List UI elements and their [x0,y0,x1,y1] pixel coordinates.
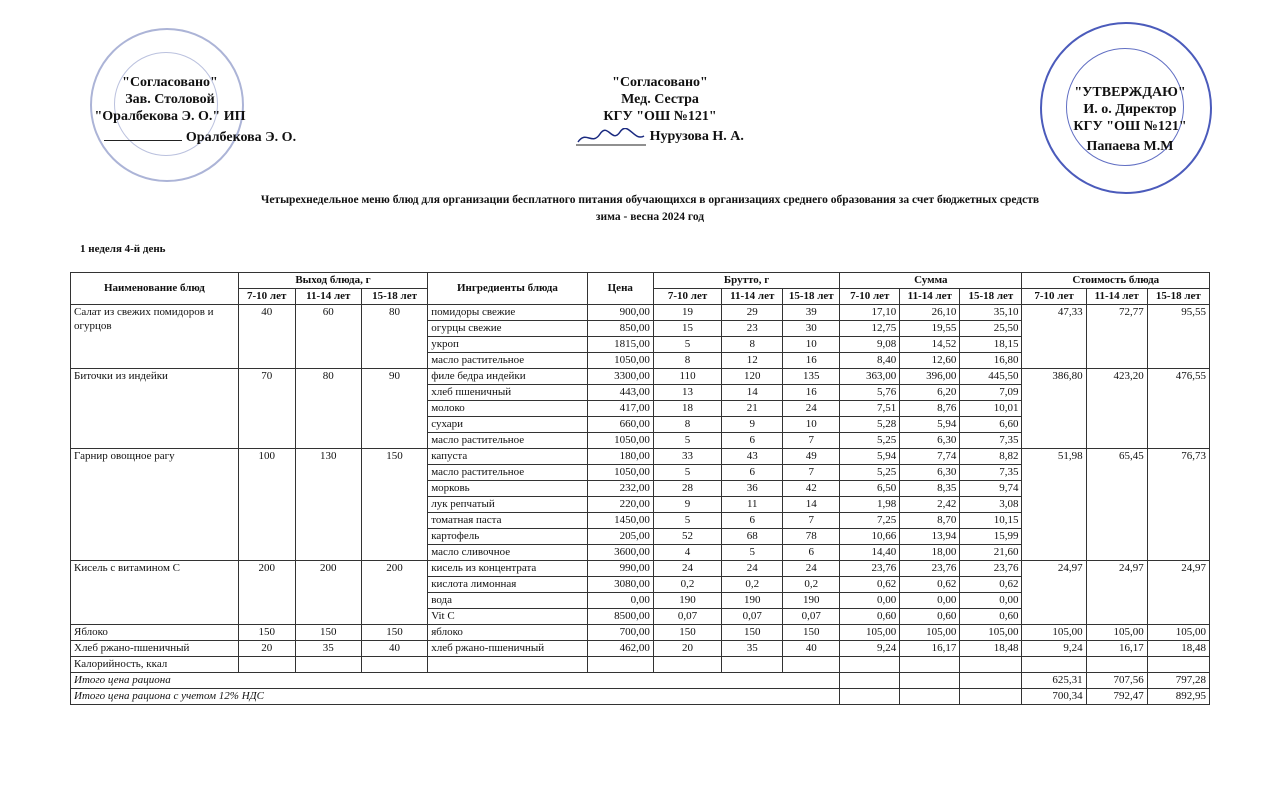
output-value: 70 [238,369,295,449]
approval-left-signer: Оралбекова Э. О. [185,130,297,145]
header-age: 15-18 лет [1147,289,1209,305]
total-row [71,673,1210,689]
sum-value: 5,28 [840,417,900,433]
dish-name: Яблоко [71,625,239,641]
signature-scribble [576,128,646,146]
sum-value: 105,00 [960,625,1022,641]
output-value: 60 [295,305,361,369]
brutto-value: 33 [653,449,721,465]
brutto-value: 0,2 [722,577,783,593]
sum-value: 16,17 [900,641,960,657]
table-row [71,369,1210,385]
header-output: Выход блюда, г [238,273,427,289]
header-age: 15-18 лет [361,289,427,305]
calories-row [71,657,1210,673]
output-value: 130 [295,449,361,561]
table-row [71,625,1210,641]
approval-center [560,74,760,146]
sum-value: 105,00 [900,625,960,641]
brutto-value: 14 [722,385,783,401]
ingredient-price: 3600,00 [587,545,653,561]
sum-value: 0,00 [840,593,900,609]
empty-cell [960,657,1022,673]
dish-cost: 95,55 [1147,305,1209,369]
brutto-value: 23 [722,321,783,337]
sum-value: 5,94 [900,417,960,433]
ingredient-price: 0,00 [587,593,653,609]
empty-cell [960,689,1022,705]
brutto-value: 7 [783,513,840,529]
ingredient-name: помидоры свежие [428,305,587,321]
ingredient-name: картофель [428,529,587,545]
sum-value: 6,30 [900,465,960,481]
ingredient-name: хлеб ржано-пшеничный [428,641,587,657]
approval-left-line1: "Согласовано" [122,75,218,90]
ingredient-name: огурцы свежие [428,321,587,337]
output-value: 200 [295,561,361,625]
empty-cell [900,689,960,705]
sum-value: 0,00 [960,593,1022,609]
brutto-value: 9 [722,417,783,433]
brutto-value: 0,2 [783,577,840,593]
brutto-value: 21 [722,401,783,417]
dish-name: Гарнир овощное рагу [71,449,239,561]
dish-cost: 16,17 [1086,641,1147,657]
sum-value: 0,00 [900,593,960,609]
sum-value: 16,80 [960,353,1022,369]
ingredient-price: 700,00 [587,625,653,641]
ingredient-name: филе бедра индейки [428,369,587,385]
brutto-value: 29 [722,305,783,321]
sum-value: 396,00 [900,369,960,385]
sum-value: 18,48 [960,641,1022,657]
brutto-value: 14 [783,497,840,513]
sum-value: 0,62 [840,577,900,593]
output-value: 80 [295,369,361,449]
empty-cell [1147,657,1209,673]
table-row [71,641,1210,657]
sum-value: 9,24 [840,641,900,657]
approval-left-line3: "Оралбекова Э. О." ИП [94,109,246,124]
ingredient-name: томатная паста [428,513,587,529]
approval-center-line2: Мед. Сестра [621,92,699,107]
ingredient-name: яблоко [428,625,587,641]
ingredient-price: 3080,00 [587,577,653,593]
sum-value: 21,60 [960,545,1022,561]
output-value: 150 [295,625,361,641]
sum-value: 5,94 [840,449,900,465]
ingredient-price: 220,00 [587,497,653,513]
dish-cost: 24,97 [1022,561,1086,625]
brutto-value: 18 [653,401,721,417]
brutto-value: 68 [722,529,783,545]
brutto-value: 19 [653,305,721,321]
brutto-value: 5 [653,513,721,529]
empty-cell [960,673,1022,689]
brutto-value: 16 [783,385,840,401]
sum-value: 12,60 [900,353,960,369]
ingredient-name: укроп [428,337,587,353]
header-brutto: Брутто, г [653,273,839,289]
brutto-value: 4 [653,545,721,561]
brutto-value: 42 [783,481,840,497]
output-value: 150 [361,625,427,641]
brutto-value: 150 [722,625,783,641]
brutto-value: 49 [783,449,840,465]
ingredient-price: 8500,00 [587,609,653,625]
empty-cell [361,657,427,673]
ingredient-price: 1815,00 [587,337,653,353]
empty-cell [1086,657,1147,673]
brutto-value: 7 [783,465,840,481]
calories-label: Калорийность, ккал [71,657,239,673]
dish-name: Биточки из индейки [71,369,239,449]
brutto-value: 120 [722,369,783,385]
sum-value: 3,08 [960,497,1022,513]
approval-center-line3: КГУ "ОШ №121" [603,109,717,124]
brutto-value: 6 [783,545,840,561]
table-row [71,449,1210,465]
total-value: 625,31 [1022,673,1086,689]
header-age: 11-14 лет [1086,289,1147,305]
ingredient-price: 1450,00 [587,513,653,529]
empty-cell [840,673,900,689]
output-value: 150 [238,625,295,641]
total-value: 707,56 [1086,673,1147,689]
header-cost: Стоимость блюда [1022,273,1210,289]
brutto-value: 5 [653,337,721,353]
menu-body [71,305,1210,705]
sum-value: 14,52 [900,337,960,353]
ingredient-name: кислота лимонная [428,577,587,593]
brutto-value: 8 [722,337,783,353]
total-value: 700,34 [1022,689,1086,705]
brutto-value: 78 [783,529,840,545]
brutto-value: 7 [783,433,840,449]
brutto-value: 20 [653,641,721,657]
sum-value: 23,76 [900,561,960,577]
header-age: 11-14 лет [722,289,783,305]
ingredient-price: 205,00 [587,529,653,545]
brutto-value: 40 [783,641,840,657]
sum-value: 18,15 [960,337,1022,353]
ingredient-name: масло растительное [428,433,587,449]
brutto-value: 8 [653,417,721,433]
brutto-value: 10 [783,417,840,433]
dish-cost: 24,97 [1147,561,1209,625]
brutto-value: 13 [653,385,721,401]
sum-value: 10,66 [840,529,900,545]
sum-value: 17,10 [840,305,900,321]
ingredient-name: молоко [428,401,587,417]
empty-cell [783,657,840,673]
header-dish: Наименование блюд [71,273,239,305]
ingredient-name: масло сливочное [428,545,587,561]
sum-value: 7,35 [960,465,1022,481]
ingredient-name: хлеб пшеничный [428,385,587,401]
brutto-value: 190 [722,593,783,609]
empty-cell [238,657,295,673]
sum-value: 15,99 [960,529,1022,545]
empty-cell [900,657,960,673]
brutto-value: 11 [722,497,783,513]
sum-value: 0,60 [840,609,900,625]
dish-cost: 423,20 [1086,369,1147,449]
approval-right-line2: И. о. Директор [1083,102,1177,117]
dish-cost: 51,98 [1022,449,1086,561]
approval-right-line3: КГУ "ОШ №121" [1073,119,1187,134]
dish-name: Кисель с витамином С [71,561,239,625]
approval-center-signer: Нурузова Н. А. [649,129,744,145]
ingredient-price: 850,00 [587,321,653,337]
header-price: Цена [587,273,653,305]
dish-name: Салат из свежих помидоров и огурцов [71,305,239,369]
sum-value: 105,00 [840,625,900,641]
dish-cost: 105,00 [1147,625,1209,641]
dish-cost: 72,77 [1086,305,1147,369]
brutto-value: 0,2 [653,577,721,593]
total-row [71,689,1210,705]
dish-cost: 47,33 [1022,305,1086,369]
sum-value: 9,08 [840,337,900,353]
brutto-value: 5 [722,545,783,561]
brutto-value: 36 [722,481,783,497]
header-age: 7-10 лет [238,289,295,305]
sum-value: 13,94 [900,529,960,545]
brutto-value: 43 [722,449,783,465]
empty-cell [722,657,783,673]
sum-value: 10,01 [960,401,1022,417]
sum-value: 8,70 [900,513,960,529]
brutto-value: 110 [653,369,721,385]
approval-right-signer: Папаева М.М [1086,139,1174,154]
header-age: 11-14 лет [900,289,960,305]
sum-value: 9,74 [960,481,1022,497]
sum-value: 8,35 [900,481,960,497]
table-row [71,305,1210,321]
brutto-value: 6 [722,433,783,449]
document-title-line1: Четырехнедельное меню блюд для организации бесплатного питания обучающихся в организациях среднего образования за счет бюджетных средств [260,194,1040,206]
brutto-value: 8 [653,353,721,369]
brutto-value: 28 [653,481,721,497]
ingredient-price: 1050,00 [587,465,653,481]
dish-cost: 18,48 [1147,641,1209,657]
brutto-value: 15 [653,321,721,337]
dish-cost: 105,00 [1086,625,1147,641]
sum-value: 6,20 [900,385,960,401]
output-value: 150 [361,449,427,561]
total-label: Итого цена рациона с учетом 12% НДС [71,689,840,705]
brutto-value: 35 [722,641,783,657]
dish-cost: 65,45 [1086,449,1147,561]
brutto-value: 190 [653,593,721,609]
sum-value: 18,00 [900,545,960,561]
sum-value: 19,55 [900,321,960,337]
sum-value: 26,10 [900,305,960,321]
brutto-value: 24 [783,561,840,577]
ingredient-price: 990,00 [587,561,653,577]
table-row [71,561,1210,577]
dish-cost: 76,73 [1147,449,1209,561]
brutto-value: 39 [783,305,840,321]
total-label: Итого цена рациона [71,673,840,689]
brutto-value: 30 [783,321,840,337]
ingredient-price: 3300,00 [587,369,653,385]
approval-right [1060,84,1200,155]
sum-value: 363,00 [840,369,900,385]
menu-table [70,272,1210,705]
brutto-value: 5 [653,465,721,481]
sum-value: 5,76 [840,385,900,401]
brutto-value: 0,07 [653,609,721,625]
header-ingredients: Ингредиенты блюда [428,273,587,305]
ingredient-name: масло растительное [428,465,587,481]
sum-value: 7,25 [840,513,900,529]
approval-left-line2: Зав. Столовой [125,92,215,107]
sum-value: 7,74 [900,449,960,465]
brutto-value: 16 [783,353,840,369]
signature-line [104,128,182,141]
brutto-value: 190 [783,593,840,609]
sum-value: 8,82 [960,449,1022,465]
sum-value: 6,30 [900,433,960,449]
empty-cell [900,673,960,689]
ingredient-price: 900,00 [587,305,653,321]
output-value: 90 [361,369,427,449]
ingredient-price: 443,00 [587,385,653,401]
header-age: 7-10 лет [653,289,721,305]
dish-cost: 476,55 [1147,369,1209,449]
dish-cost: 386,80 [1022,369,1086,449]
brutto-value: 150 [653,625,721,641]
output-value: 40 [238,305,295,369]
header-age: 15-18 лет [960,289,1022,305]
sum-value: 445,50 [960,369,1022,385]
sum-value: 8,40 [840,353,900,369]
output-value: 40 [361,641,427,657]
brutto-value: 5 [653,433,721,449]
document-title-line2: зима - весна 2024 год [595,211,705,223]
header-age: 15-18 лет [783,289,840,305]
brutto-value: 6 [722,465,783,481]
brutto-value: 150 [783,625,840,641]
output-value: 100 [238,449,295,561]
sum-value: 7,51 [840,401,900,417]
approval-right-line1: "УТВЕРЖДАЮ" [1074,85,1186,100]
ingredient-price: 462,00 [587,641,653,657]
sum-value: 7,35 [960,433,1022,449]
sum-value: 23,76 [840,561,900,577]
output-value: 35 [295,641,361,657]
sum-value: 35,10 [960,305,1022,321]
header-age: 7-10 лет [840,289,900,305]
output-value: 200 [361,561,427,625]
header-sum: Сумма [840,273,1022,289]
dish-name: Хлеб ржано-пшеничный [71,641,239,657]
dish-cost: 9,24 [1022,641,1086,657]
ingredient-price: 180,00 [587,449,653,465]
ingredient-price: 1050,00 [587,353,653,369]
sum-value: 1,98 [840,497,900,513]
total-value: 892,95 [1147,689,1209,705]
ingredient-name: вода [428,593,587,609]
sum-value: 6,50 [840,481,900,497]
brutto-value: 135 [783,369,840,385]
header-age: 7-10 лет [1022,289,1086,305]
dish-cost: 24,97 [1086,561,1147,625]
dish-cost: 105,00 [1022,625,1086,641]
output-value: 80 [361,305,427,369]
sum-value: 12,75 [840,321,900,337]
ingredient-price: 660,00 [587,417,653,433]
brutto-value: 0,07 [722,609,783,625]
ingredient-name: масло растительное [428,353,587,369]
sum-value: 23,76 [960,561,1022,577]
ingredient-price: 1050,00 [587,433,653,449]
brutto-value: 6 [722,513,783,529]
brutto-value: 0,07 [783,609,840,625]
sum-value: 14,40 [840,545,900,561]
ingredient-name: кисель из концентрата [428,561,587,577]
empty-cell [1022,657,1086,673]
ingredient-name: сухари [428,417,587,433]
empty-cell [840,657,900,673]
empty-cell [587,657,653,673]
ingredient-price: 232,00 [587,481,653,497]
ingredient-name: капуста [428,449,587,465]
output-value: 200 [238,561,295,625]
output-value: 20 [238,641,295,657]
ingredient-name: лук репчатый [428,497,587,513]
sum-value: 0,60 [900,609,960,625]
day-label: 1 неделя 4-й день [80,243,166,255]
header-age: 11-14 лет [295,289,361,305]
sum-value: 7,09 [960,385,1022,401]
brutto-value: 24 [653,561,721,577]
brutto-value: 10 [783,337,840,353]
sum-value: 5,25 [840,465,900,481]
sum-value: 25,50 [960,321,1022,337]
brutto-value: 12 [722,353,783,369]
approval-left [70,74,330,146]
empty-cell [840,689,900,705]
ingredient-name: Vit C [428,609,587,625]
brutto-value: 24 [722,561,783,577]
sum-value: 5,25 [840,433,900,449]
brutto-value: 9 [653,497,721,513]
empty-cell [653,657,721,673]
sum-value: 8,76 [900,401,960,417]
sum-value: 0,62 [900,577,960,593]
ingredient-price: 417,00 [587,401,653,417]
sum-value: 6,60 [960,417,1022,433]
brutto-value: 24 [783,401,840,417]
sum-value: 2,42 [900,497,960,513]
ingredient-name: морковь [428,481,587,497]
sum-value: 10,15 [960,513,1022,529]
total-value: 797,28 [1147,673,1209,689]
sum-value: 0,60 [960,609,1022,625]
empty-cell [295,657,361,673]
empty-cell [428,657,587,673]
total-value: 792,47 [1086,689,1147,705]
approval-center-line1: "Согласовано" [612,75,708,90]
sum-value: 0,62 [960,577,1022,593]
brutto-value: 52 [653,529,721,545]
